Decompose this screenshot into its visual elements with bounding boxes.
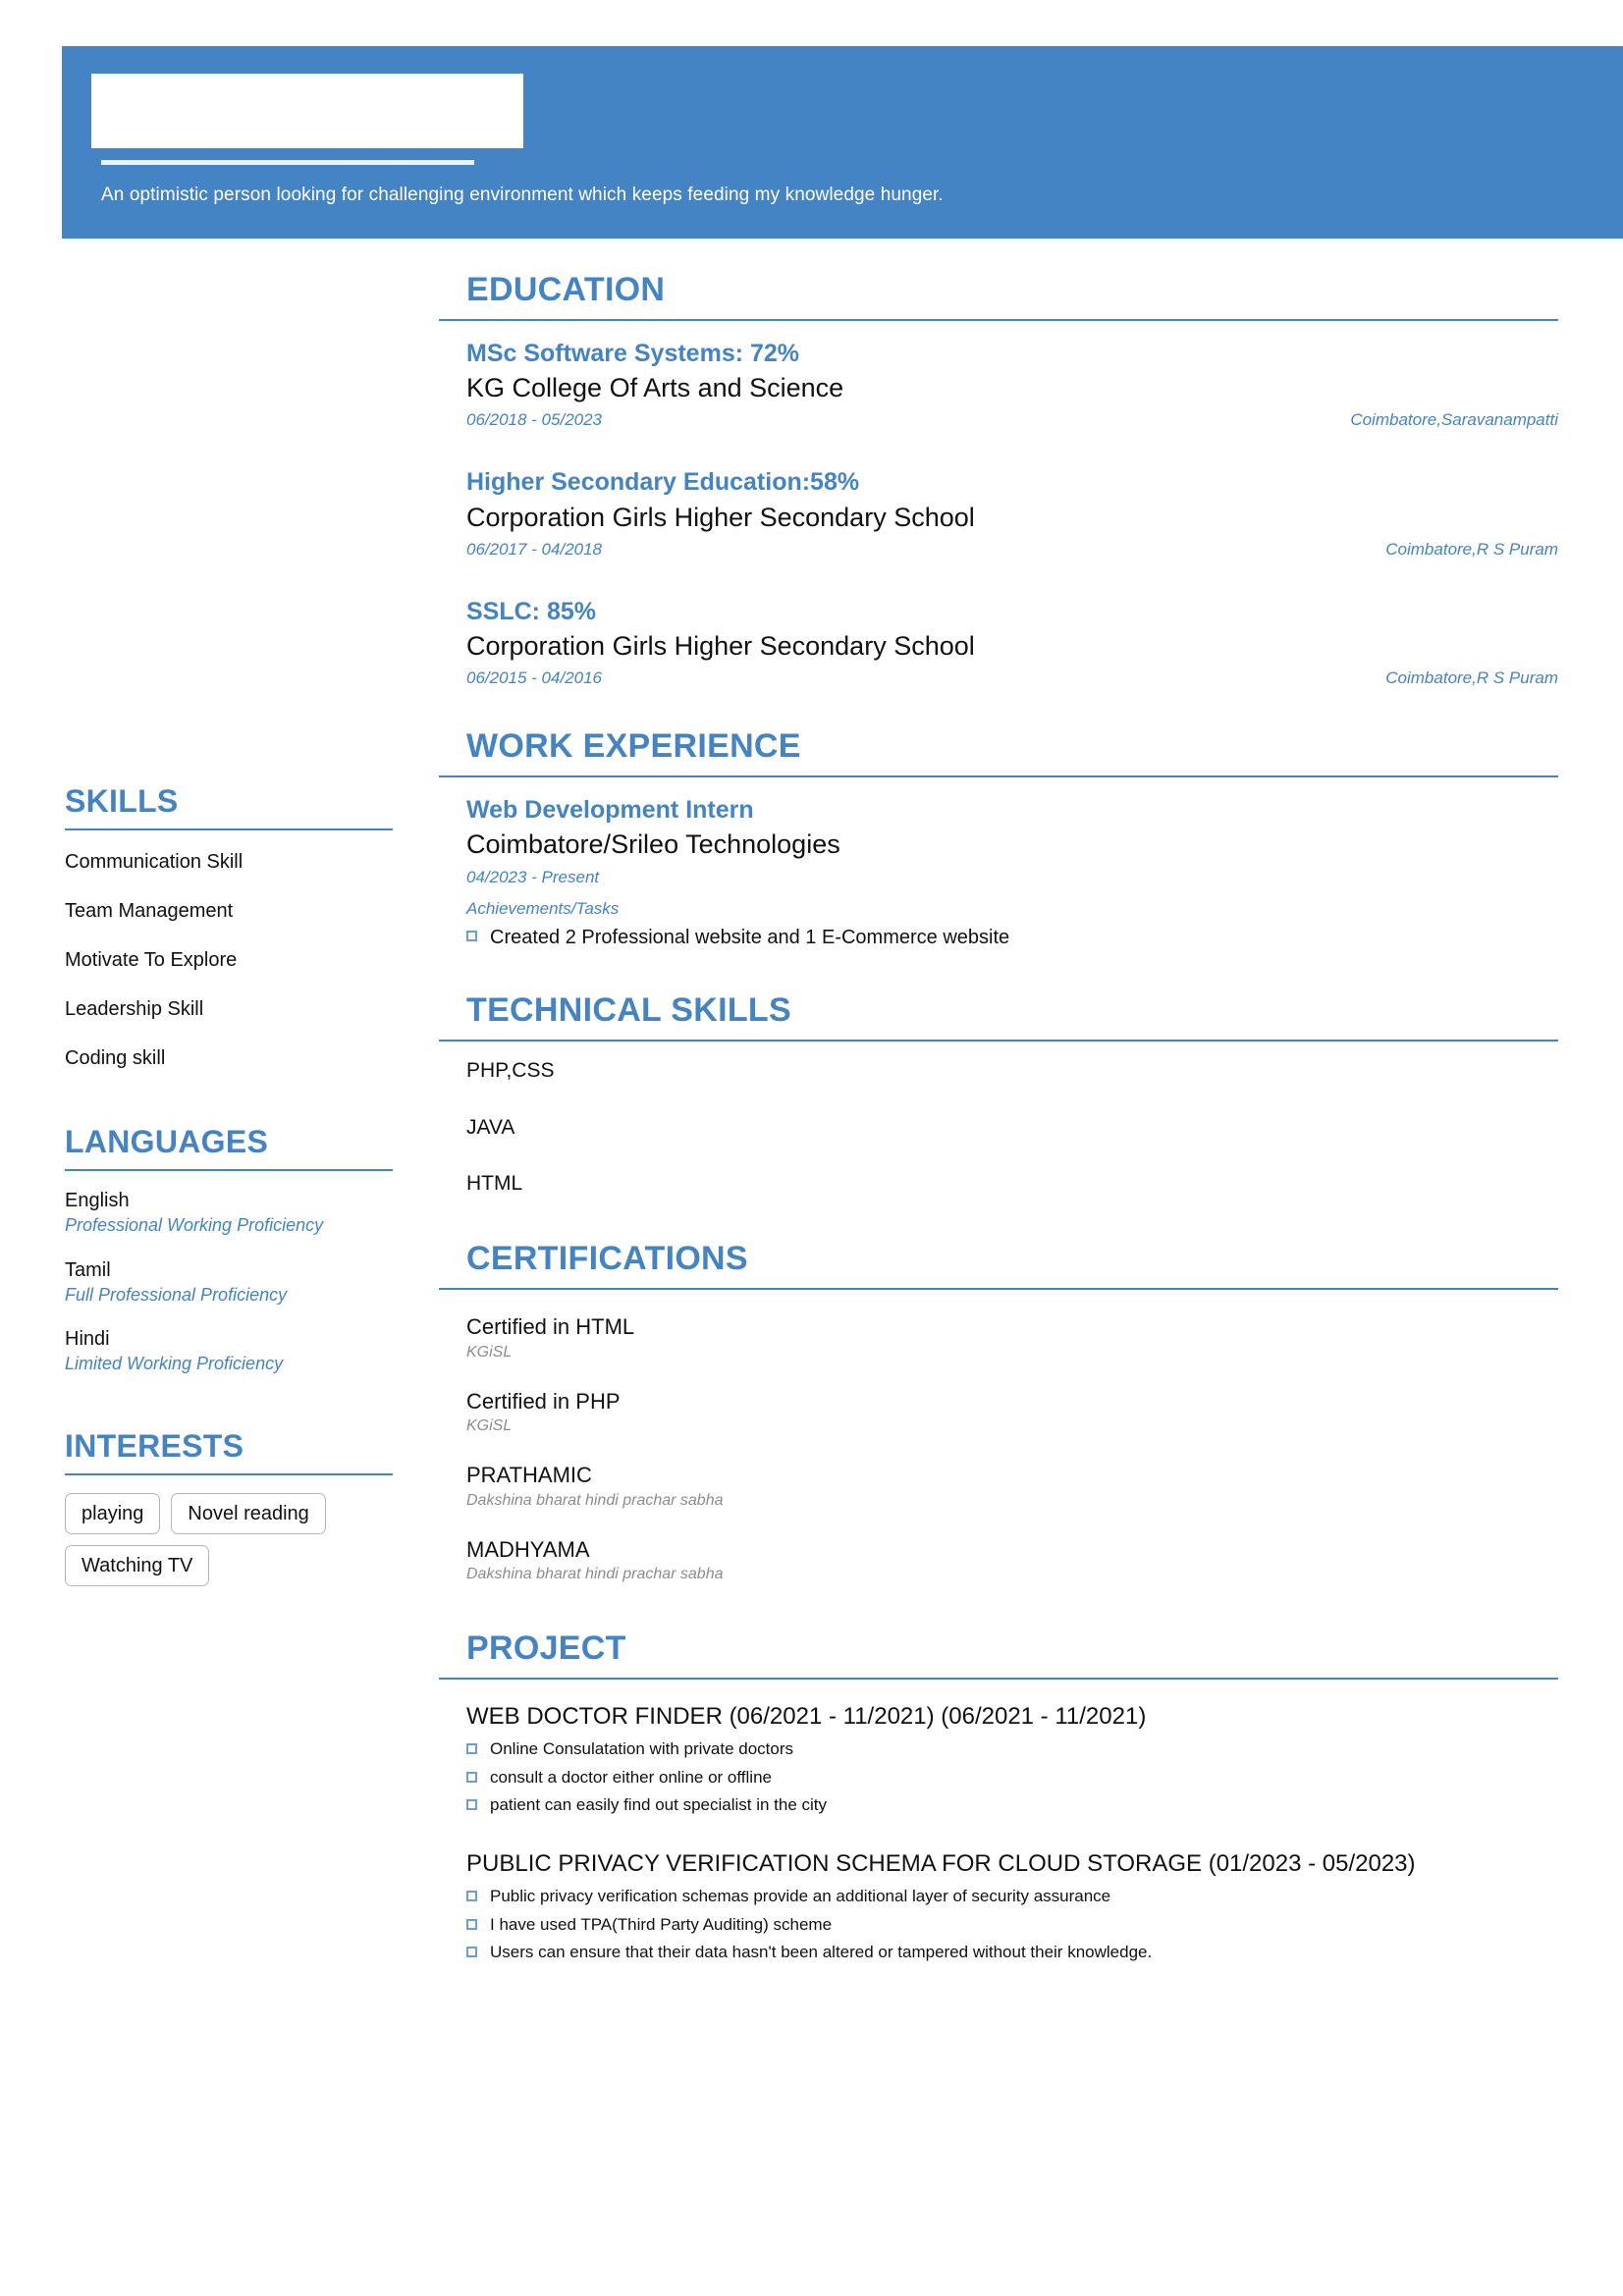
section-heading-education: EDUCATION bbox=[466, 271, 666, 308]
education-meta bbox=[466, 410, 1558, 430]
language-name: Tamil bbox=[65, 1258, 111, 1281]
interest-chip: Watching TV bbox=[65, 1545, 209, 1586]
name-underline-rule bbox=[101, 160, 474, 165]
interest-chip: playing bbox=[65, 1493, 160, 1534]
square-bullet-icon bbox=[466, 1947, 477, 1957]
language-proficiency: Full Professional Proficiency bbox=[65, 1284, 288, 1305]
section-rule-certifications bbox=[439, 1288, 1558, 1290]
section-interests bbox=[65, 1427, 399, 1586]
certification-title: Certified in HTML bbox=[466, 1314, 635, 1340]
certification-item bbox=[439, 1462, 1558, 1511]
candidate-name-redacted-box bbox=[91, 74, 523, 148]
education-degree: Higher Secondary Education:58% bbox=[466, 468, 860, 497]
interests-chip-list bbox=[65, 1493, 389, 1586]
education-institution: Corporation Girls Higher Secondary School bbox=[466, 502, 975, 532]
section-work-experience bbox=[439, 729, 1558, 950]
certification-org: Dakshina bharat hindi prachar sabha bbox=[466, 1566, 724, 1583]
education-meta bbox=[466, 668, 1558, 688]
main-column bbox=[439, 273, 1558, 1962]
technical-skill-item: JAVA bbox=[466, 1115, 515, 1139]
project-bullet bbox=[466, 1942, 1558, 1962]
language-proficiency: Limited Working Proficiency bbox=[65, 1354, 284, 1373]
square-bullet-icon bbox=[466, 931, 477, 941]
language-item bbox=[65, 1258, 399, 1307]
square-bullet-icon bbox=[466, 1772, 477, 1783]
skill-item: Leadership Skill bbox=[65, 998, 204, 1020]
project-bullet bbox=[466, 1914, 1558, 1935]
section-heading-skills: SKILLS bbox=[65, 783, 179, 819]
section-heading-project: PROJECT bbox=[466, 1629, 626, 1668]
work-achievement-text: Created 2 Professional website and 1 E-Commerce website bbox=[490, 927, 1010, 949]
section-rule-technical-skills bbox=[439, 1040, 1558, 1041]
section-heading-work-experience: WORK EXPERIENCE bbox=[466, 727, 801, 766]
project-bullet bbox=[466, 1767, 1558, 1788]
square-bullet-icon bbox=[466, 1743, 477, 1754]
education-location: Coimbatore,Saravanampatti bbox=[1350, 410, 1558, 430]
section-rule-languages bbox=[65, 1169, 393, 1171]
education-degree: SSLC: 85% bbox=[466, 597, 596, 625]
skill-item: Team Management bbox=[65, 900, 234, 922]
language-item bbox=[65, 1327, 399, 1375]
skill-item: Motivate To Explore bbox=[65, 949, 238, 971]
project-bullet bbox=[466, 1886, 1558, 1906]
section-heading-interests: INTERESTS bbox=[65, 1427, 244, 1464]
education-dates: 06/2015 - 04/2016 bbox=[466, 668, 603, 688]
technical-skill-item: PHP,CSS bbox=[466, 1059, 555, 1083]
education-entry bbox=[439, 339, 1558, 430]
section-rule-work-experience bbox=[439, 775, 1558, 777]
certification-org: KGiSL bbox=[466, 1417, 513, 1435]
certification-title: MADHYAMA bbox=[466, 1536, 590, 1562]
work-achievement-item bbox=[466, 926, 1558, 950]
education-entry bbox=[439, 597, 1558, 688]
certification-item bbox=[439, 1388, 1558, 1437]
education-entry bbox=[439, 467, 1558, 559]
education-dates: 06/2017 - 04/2018 bbox=[466, 539, 603, 559]
section-heading-technical-skills: TECHNICAL SKILLS bbox=[466, 991, 791, 1030]
skill-item: Coding skill bbox=[65, 1047, 166, 1069]
section-project bbox=[439, 1631, 1558, 1962]
education-location: Coimbatore,R S Puram bbox=[1385, 539, 1558, 559]
section-rule-project bbox=[439, 1678, 1558, 1680]
project-item bbox=[439, 1848, 1558, 1962]
language-name: Hindi bbox=[65, 1328, 110, 1350]
section-heading-languages: LANGUAGES bbox=[65, 1124, 269, 1159]
education-meta bbox=[466, 540, 1558, 560]
section-certifications bbox=[439, 1242, 1558, 1584]
section-rule-skills bbox=[65, 828, 393, 830]
resume-header-banner bbox=[62, 46, 1623, 239]
project-bullet bbox=[466, 1794, 1558, 1815]
section-rule-interests bbox=[65, 1473, 393, 1475]
section-languages bbox=[65, 1126, 399, 1375]
skill-item: Communication Skill bbox=[65, 851, 243, 873]
project-bullet-text: patient can easily find out specialist in the city bbox=[490, 1794, 828, 1814]
work-entry bbox=[439, 795, 1558, 950]
education-institution: KG College Of Arts and Science bbox=[466, 373, 844, 403]
project-bullet bbox=[466, 1738, 1558, 1759]
certification-org: Dakshina bharat hindi prachar sabha bbox=[466, 1491, 724, 1509]
section-rule-education bbox=[439, 319, 1558, 321]
project-item bbox=[439, 1701, 1558, 1815]
education-location: Coimbatore,R S Puram bbox=[1385, 668, 1558, 688]
section-skills bbox=[65, 785, 399, 1071]
education-dates: 06/2018 - 05/2023 bbox=[466, 410, 603, 430]
sidebar-column bbox=[65, 785, 399, 1586]
square-bullet-icon bbox=[466, 1799, 477, 1810]
project-title: WEB DOCTOR FINDER (06/2021 - 11/2021) (06/2021 - 11/2021) bbox=[466, 1703, 1147, 1731]
section-technical-skills bbox=[439, 993, 1558, 1197]
section-heading-certifications: CERTIFICATIONS bbox=[466, 1240, 748, 1278]
language-proficiency: Professional Working Proficiency bbox=[65, 1215, 324, 1235]
certification-item bbox=[439, 1313, 1558, 1362]
interest-chip: Novel reading bbox=[171, 1493, 325, 1534]
work-dates: 04/2023 - Present bbox=[466, 868, 600, 887]
section-education bbox=[439, 273, 1558, 688]
project-bullet-text: I have used TPA(Third Party Auditing) scheme bbox=[490, 1914, 833, 1934]
language-name: English bbox=[65, 1190, 130, 1211]
work-company: Coimbatore/Srileo Technologies bbox=[466, 829, 840, 860]
project-title: PUBLIC PRIVACY VERIFICATION SCHEMA FOR CLOUD STORAGE (01/2023 - 05/2023) bbox=[466, 1850, 1416, 1878]
work-role: Web Development Intern bbox=[466, 796, 754, 825]
project-bullet-text: Online Consulatation with private doctors bbox=[490, 1739, 793, 1759]
profile-summary: An optimistic person looking for challenging environment which keeps feeding my knowledge hunger. bbox=[101, 185, 944, 205]
education-institution: Corporation Girls Higher Secondary School bbox=[466, 630, 975, 661]
project-bullet-text: Public privacy verification schemas provide an additional layer of security assurance bbox=[490, 1887, 1111, 1906]
education-degree: MSc Software Systems: 72% bbox=[466, 340, 800, 367]
certification-title: PRATHAMIC bbox=[466, 1463, 592, 1488]
language-item bbox=[65, 1189, 399, 1237]
certification-item bbox=[439, 1536, 1558, 1585]
work-achievements-label: Achievements/Tasks bbox=[466, 899, 620, 919]
project-bullet-text: consult a doctor either online or offline bbox=[490, 1767, 772, 1787]
technical-skill-item: HTML bbox=[466, 1171, 523, 1195]
certification-title: Certified in PHP bbox=[466, 1388, 621, 1414]
certification-org: KGiSL bbox=[466, 1343, 513, 1361]
square-bullet-icon bbox=[466, 1891, 477, 1901]
project-bullet-text: Users can ensure that their data hasn't been altered or tampered without their knowledge. bbox=[490, 1942, 1153, 1961]
square-bullet-icon bbox=[466, 1919, 477, 1930]
